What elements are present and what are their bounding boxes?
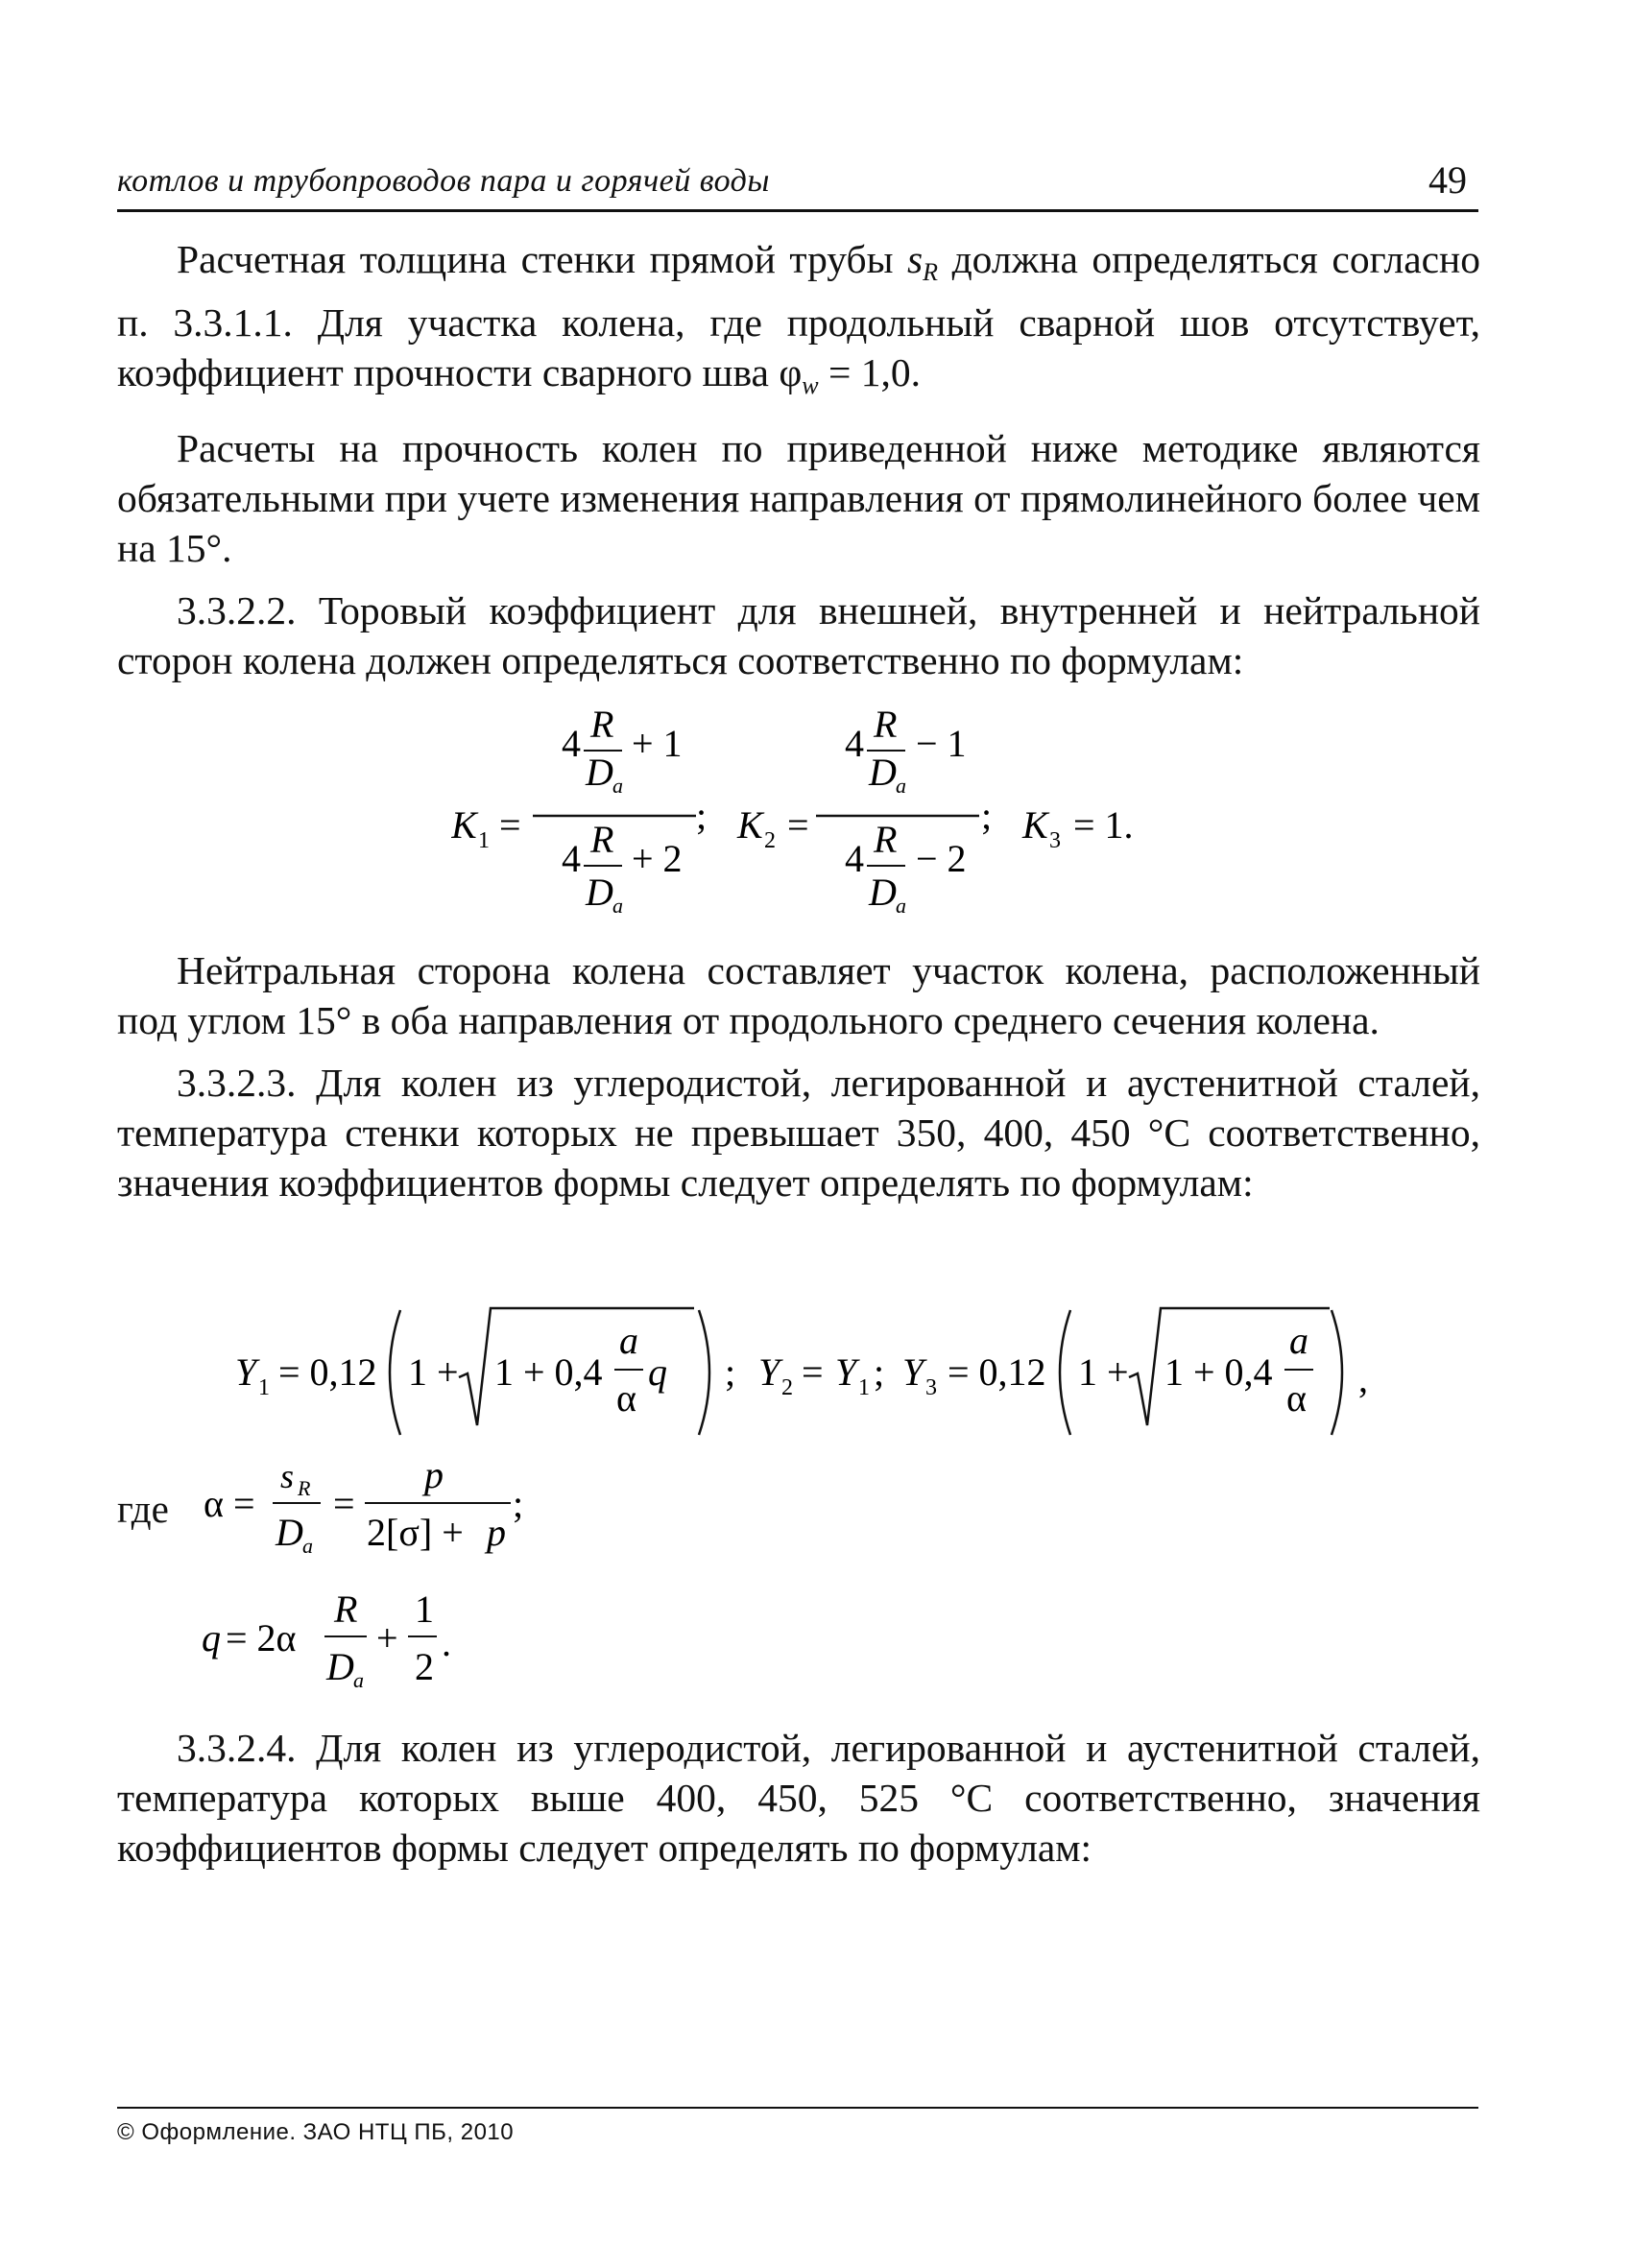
footer-copyright: © Оформление. ЗАО НТЦ ПБ, 2010 (117, 2119, 515, 2145)
svg-text:;: ; (725, 1350, 736, 1394)
svg-text:2: 2 (781, 1375, 793, 1400)
svg-text:D: D (586, 871, 613, 914)
svg-text:;: ; (513, 1482, 524, 1525)
svg-text:a: a (612, 774, 623, 798)
svg-text:D: D (276, 1511, 303, 1554)
svg-text:=: = (333, 1482, 355, 1525)
svg-text:=: = (787, 803, 809, 847)
svg-text:Y: Y (758, 1350, 780, 1394)
svg-text:= 1.: = 1. (1073, 803, 1134, 847)
svg-text:,: , (1358, 1357, 1368, 1400)
svg-text:R: R (874, 708, 898, 746)
svg-text:= 2α: = 2α (226, 1616, 297, 1659)
paragraph-2: Расчеты на прочность колен по приведенной ниже методике являются обязательными при учете изменения направления от прямолинейного более чем на 15°. (117, 426, 1480, 570)
svg-text:a: a (612, 894, 623, 918)
y-formulas-svg (226, 1301, 1378, 1444)
svg-text:1: 1 (858, 1375, 870, 1400)
svg-text:− 2: − 2 (916, 837, 967, 880)
svg-text:K: K (737, 803, 763, 847)
svg-text:R: R (334, 1588, 358, 1631)
svg-text:K: K (451, 803, 477, 847)
svg-text:+ 1: + 1 (632, 722, 683, 765)
svg-text:2: 2 (764, 828, 776, 853)
text-block-bottom (117, 1723, 1480, 1885)
formula-torus-coefficients (451, 708, 1181, 939)
svg-text:a: a (896, 774, 906, 798)
svg-text:;: ; (696, 794, 708, 837)
k-formulas-svg (451, 708, 1181, 939)
svg-text:D: D (869, 751, 897, 794)
page-number: 49 (1428, 158, 1467, 202)
formula-shape-coefficients (226, 1301, 1378, 1444)
svg-text:+: + (376, 1616, 398, 1659)
svg-text:;: ; (874, 1350, 885, 1394)
svg-text:1: 1 (478, 828, 490, 853)
svg-text:2: 2 (415, 1645, 434, 1688)
formula-alpha (117, 1449, 789, 1564)
svg-text:.: . (442, 1621, 451, 1664)
svg-text:+ 2: + 2 (632, 837, 683, 880)
svg-text:=: = (802, 1350, 824, 1394)
svg-text:− 1: − 1 (916, 722, 967, 765)
svg-text:p: p (424, 1453, 444, 1496)
svg-text:p: p (487, 1511, 506, 1554)
svg-text:3: 3 (925, 1375, 937, 1400)
svg-text:α: α (1286, 1376, 1307, 1420)
paragraph-4: Нейтральная сторона колена составляет участок колена, расположенный под углом 15° в оба направления от продольного среднего сечения колена. (117, 948, 1480, 1042)
paragraph-6: 3.3.2.4. Для колен из углеродистой, легированной и аустенитной сталей, температура которых выше 400, 450, 525 °С соответственно, значения коэффициентов формы следует определять по формулам: (117, 1726, 1480, 1870)
svg-text:Y: Y (835, 1350, 857, 1394)
svg-text:4: 4 (845, 837, 864, 880)
svg-text:a: a (896, 894, 906, 918)
svg-text:1 +: 1 + (408, 1350, 459, 1394)
svg-text:= 0,12: = 0,12 (278, 1350, 377, 1394)
svg-text:D: D (326, 1645, 354, 1688)
header-rule (117, 209, 1478, 212)
svg-text:R: R (874, 818, 898, 861)
svg-text:q: q (202, 1616, 221, 1659)
svg-text:a: a (302, 1534, 313, 1558)
svg-text:Y: Y (902, 1350, 924, 1394)
svg-text:1 + 0,4: 1 + 0,4 (1164, 1350, 1273, 1394)
footer-rule (117, 2107, 1478, 2109)
svg-text:s: s (280, 1457, 295, 1495)
text-block-top (117, 234, 1480, 698)
svg-text:Y: Y (235, 1350, 257, 1394)
svg-text:R: R (590, 708, 614, 746)
svg-text:1: 1 (258, 1375, 270, 1400)
alpha-svg (204, 1449, 741, 1564)
paragraph-3: 3.3.2.2. Торовый коэффициент для внешней, внутренней и нейтральной сторон колена должен определяться соответственно по формулам: (117, 588, 1480, 682)
svg-text:a: a (1289, 1319, 1308, 1362)
svg-text:=: = (499, 803, 521, 847)
svg-text:a: a (619, 1319, 638, 1362)
svg-text:K: K (1022, 803, 1048, 847)
svg-text:R: R (298, 1476, 311, 1500)
svg-text:a: a (353, 1668, 364, 1692)
svg-text:R: R (590, 818, 614, 861)
paragraph-1: Расчетная толщина стенки прямой трубы $s_R$ должна определяться согласно п. 3.3.1.1. Для участка колена, где продольный сварной шов отсутствует, коэффициент прочности сварного шва $\varphi_w = 1,0$. (117, 237, 1481, 399)
svg-text:;: ; (981, 794, 993, 837)
svg-text:2[σ] +: 2[σ] + (367, 1511, 464, 1554)
svg-text:1 +: 1 + (1078, 1350, 1129, 1394)
running-header (117, 157, 1478, 215)
svg-text:1: 1 (415, 1588, 434, 1631)
svg-text:4: 4 (562, 722, 581, 765)
q-svg (202, 1588, 586, 1704)
paragraph-5: 3.3.2.3. Для колен из углеродистой, легированной и аустенитной сталей, температура стенки которых не превышает 350, 400, 450 °С соответственно, значения коэффициентов формы следует определять по формулам: (117, 1061, 1480, 1205)
svg-text:1 + 0,4: 1 + 0,4 (494, 1350, 603, 1394)
svg-text:q: q (648, 1350, 667, 1394)
svg-text:D: D (869, 871, 897, 914)
svg-text:4: 4 (562, 837, 581, 880)
where-label: где (117, 1487, 169, 1531)
text-block-middle (117, 945, 1480, 1220)
svg-text:α =: α = (204, 1482, 255, 1525)
svg-text:α: α (616, 1376, 636, 1420)
running-title: котлов и трубопроводов пара и горячей воды (117, 163, 770, 199)
svg-text:4: 4 (845, 722, 864, 765)
svg-text:3: 3 (1049, 828, 1061, 853)
svg-text:D: D (586, 751, 613, 794)
svg-text:= 0,12: = 0,12 (948, 1350, 1046, 1394)
formula-q (202, 1588, 586, 1704)
